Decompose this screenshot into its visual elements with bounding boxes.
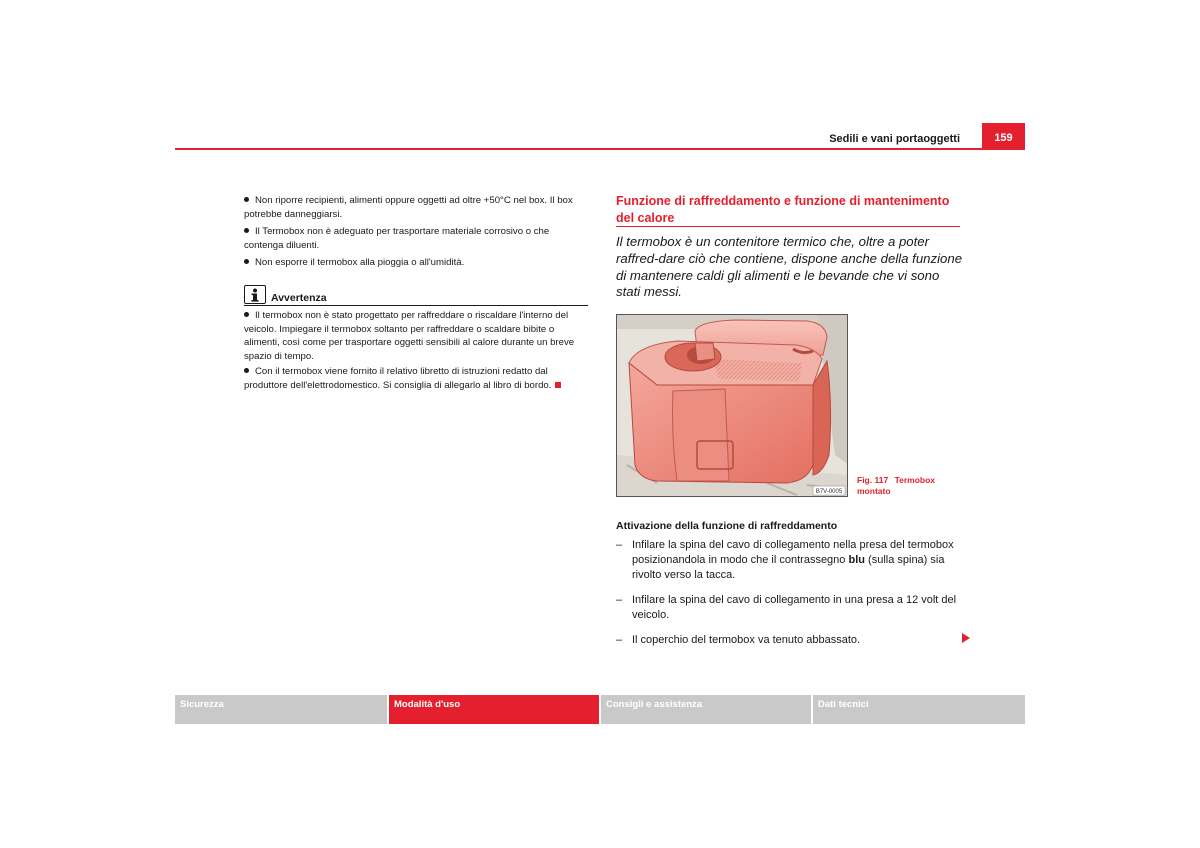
bullet-icon (244, 312, 249, 317)
section-title: Funzione di raffreddamento e funzione di mantenimento del calore (616, 194, 950, 225)
dash-marker: – (616, 634, 623, 646)
list-item-text: Il termobox non è stato progettato per raffreddare o riscaldare l'interno del veicolo. Impiegare il termobox soltanto per raffreddare o scaldare bibite o alimenti, così come per trasportare oggetti sensibili al calore durante un breve spazio di tempo. (244, 310, 575, 362)
list-item (244, 365, 589, 392)
figure-number: Fig. 117 (857, 475, 889, 485)
figure-caption-text: Termobox montato (857, 475, 936, 496)
warning-list (244, 309, 589, 394)
page-number (982, 123, 1025, 149)
bullet-icon (244, 368, 249, 373)
procedure-step-text (632, 538, 966, 583)
end-of-section-icon (555, 382, 561, 388)
list-item (244, 256, 589, 270)
procedure-step (616, 593, 966, 623)
bullet-icon (244, 197, 249, 202)
list-item (244, 194, 589, 221)
thermobox-illustration (617, 315, 848, 497)
bullet-icon (244, 228, 249, 233)
intro-paragraph: Il termobox è un contenitore termico che, oltre a poter raffred-dare ciò che contiene, dispone anche della funzione di mantenere caldi gli alimenti e le bevande che vi sono stati messi. (616, 234, 963, 300)
list-item-text: Non esporre il termobox alla pioggia o all'umidità. (255, 257, 465, 268)
list-item-text: Non riporre recipienti, alimenti oppure oggetti ad oltre +50°C nel box. Il box potrebbe danneggiarsi. (244, 195, 573, 220)
procedure-step-text: Il coperchio del termobox va tenuto abbassato. (632, 634, 861, 646)
list-item (244, 225, 589, 252)
list-item (244, 309, 589, 363)
bullet-icon (244, 259, 249, 264)
continue-arrow-icon (962, 633, 970, 643)
running-header-title: Sedili e vani portaoggetti (829, 133, 960, 145)
header-divider (175, 148, 1025, 150)
section-divider (616, 226, 960, 227)
warning-title: Avvertenza (271, 292, 327, 304)
info-i-icon (244, 285, 266, 304)
figure-caption (857, 475, 957, 497)
dash-marker: – (616, 539, 623, 551)
caution-list (244, 194, 589, 274)
tab-modalita-uso[interactable]: Modalità d'uso (389, 695, 599, 724)
procedure-step (616, 633, 966, 648)
tab-sicurezza[interactable]: Sicurezza (175, 695, 387, 724)
procedure-step-text: Infilare la spina del cavo di collegamento in una presa a 12 volt del veicolo. (632, 594, 957, 621)
tab-dati-tecnici[interactable]: Dati tecnici (813, 695, 1025, 724)
procedure-step (616, 538, 966, 583)
tab-consigli-assistenza[interactable]: Consigli e assistenza (601, 695, 811, 724)
step-text-part: (sulla spina) sia rivolto verso la tacca. (632, 554, 945, 581)
step-text-part: Infilare la spina del cavo di collegamento nella presa del termobox posizionandola in modo che il contrassegno (632, 539, 954, 566)
procedure-heading: Attivazione della funzione di raffreddamento (616, 520, 838, 532)
dash-marker: – (616, 594, 623, 606)
step-text-bold: blu (848, 554, 865, 566)
figure-code: B7V-0005 (815, 489, 843, 495)
thermobox-figure (616, 314, 848, 497)
page-number-label: 159 (994, 132, 1013, 144)
warning-divider (244, 305, 588, 306)
list-item-text: Il Termobox non è adeguato per trasportare materiale corrosivo o che contenga diluenti. (244, 226, 550, 251)
list-item-text: Con il termobox viene fornito il relativo libretto di istruzioni redatto dal produttore dell'elettrodomestico. Si consiglia di allegarlo al libro di bordo. (244, 366, 552, 391)
